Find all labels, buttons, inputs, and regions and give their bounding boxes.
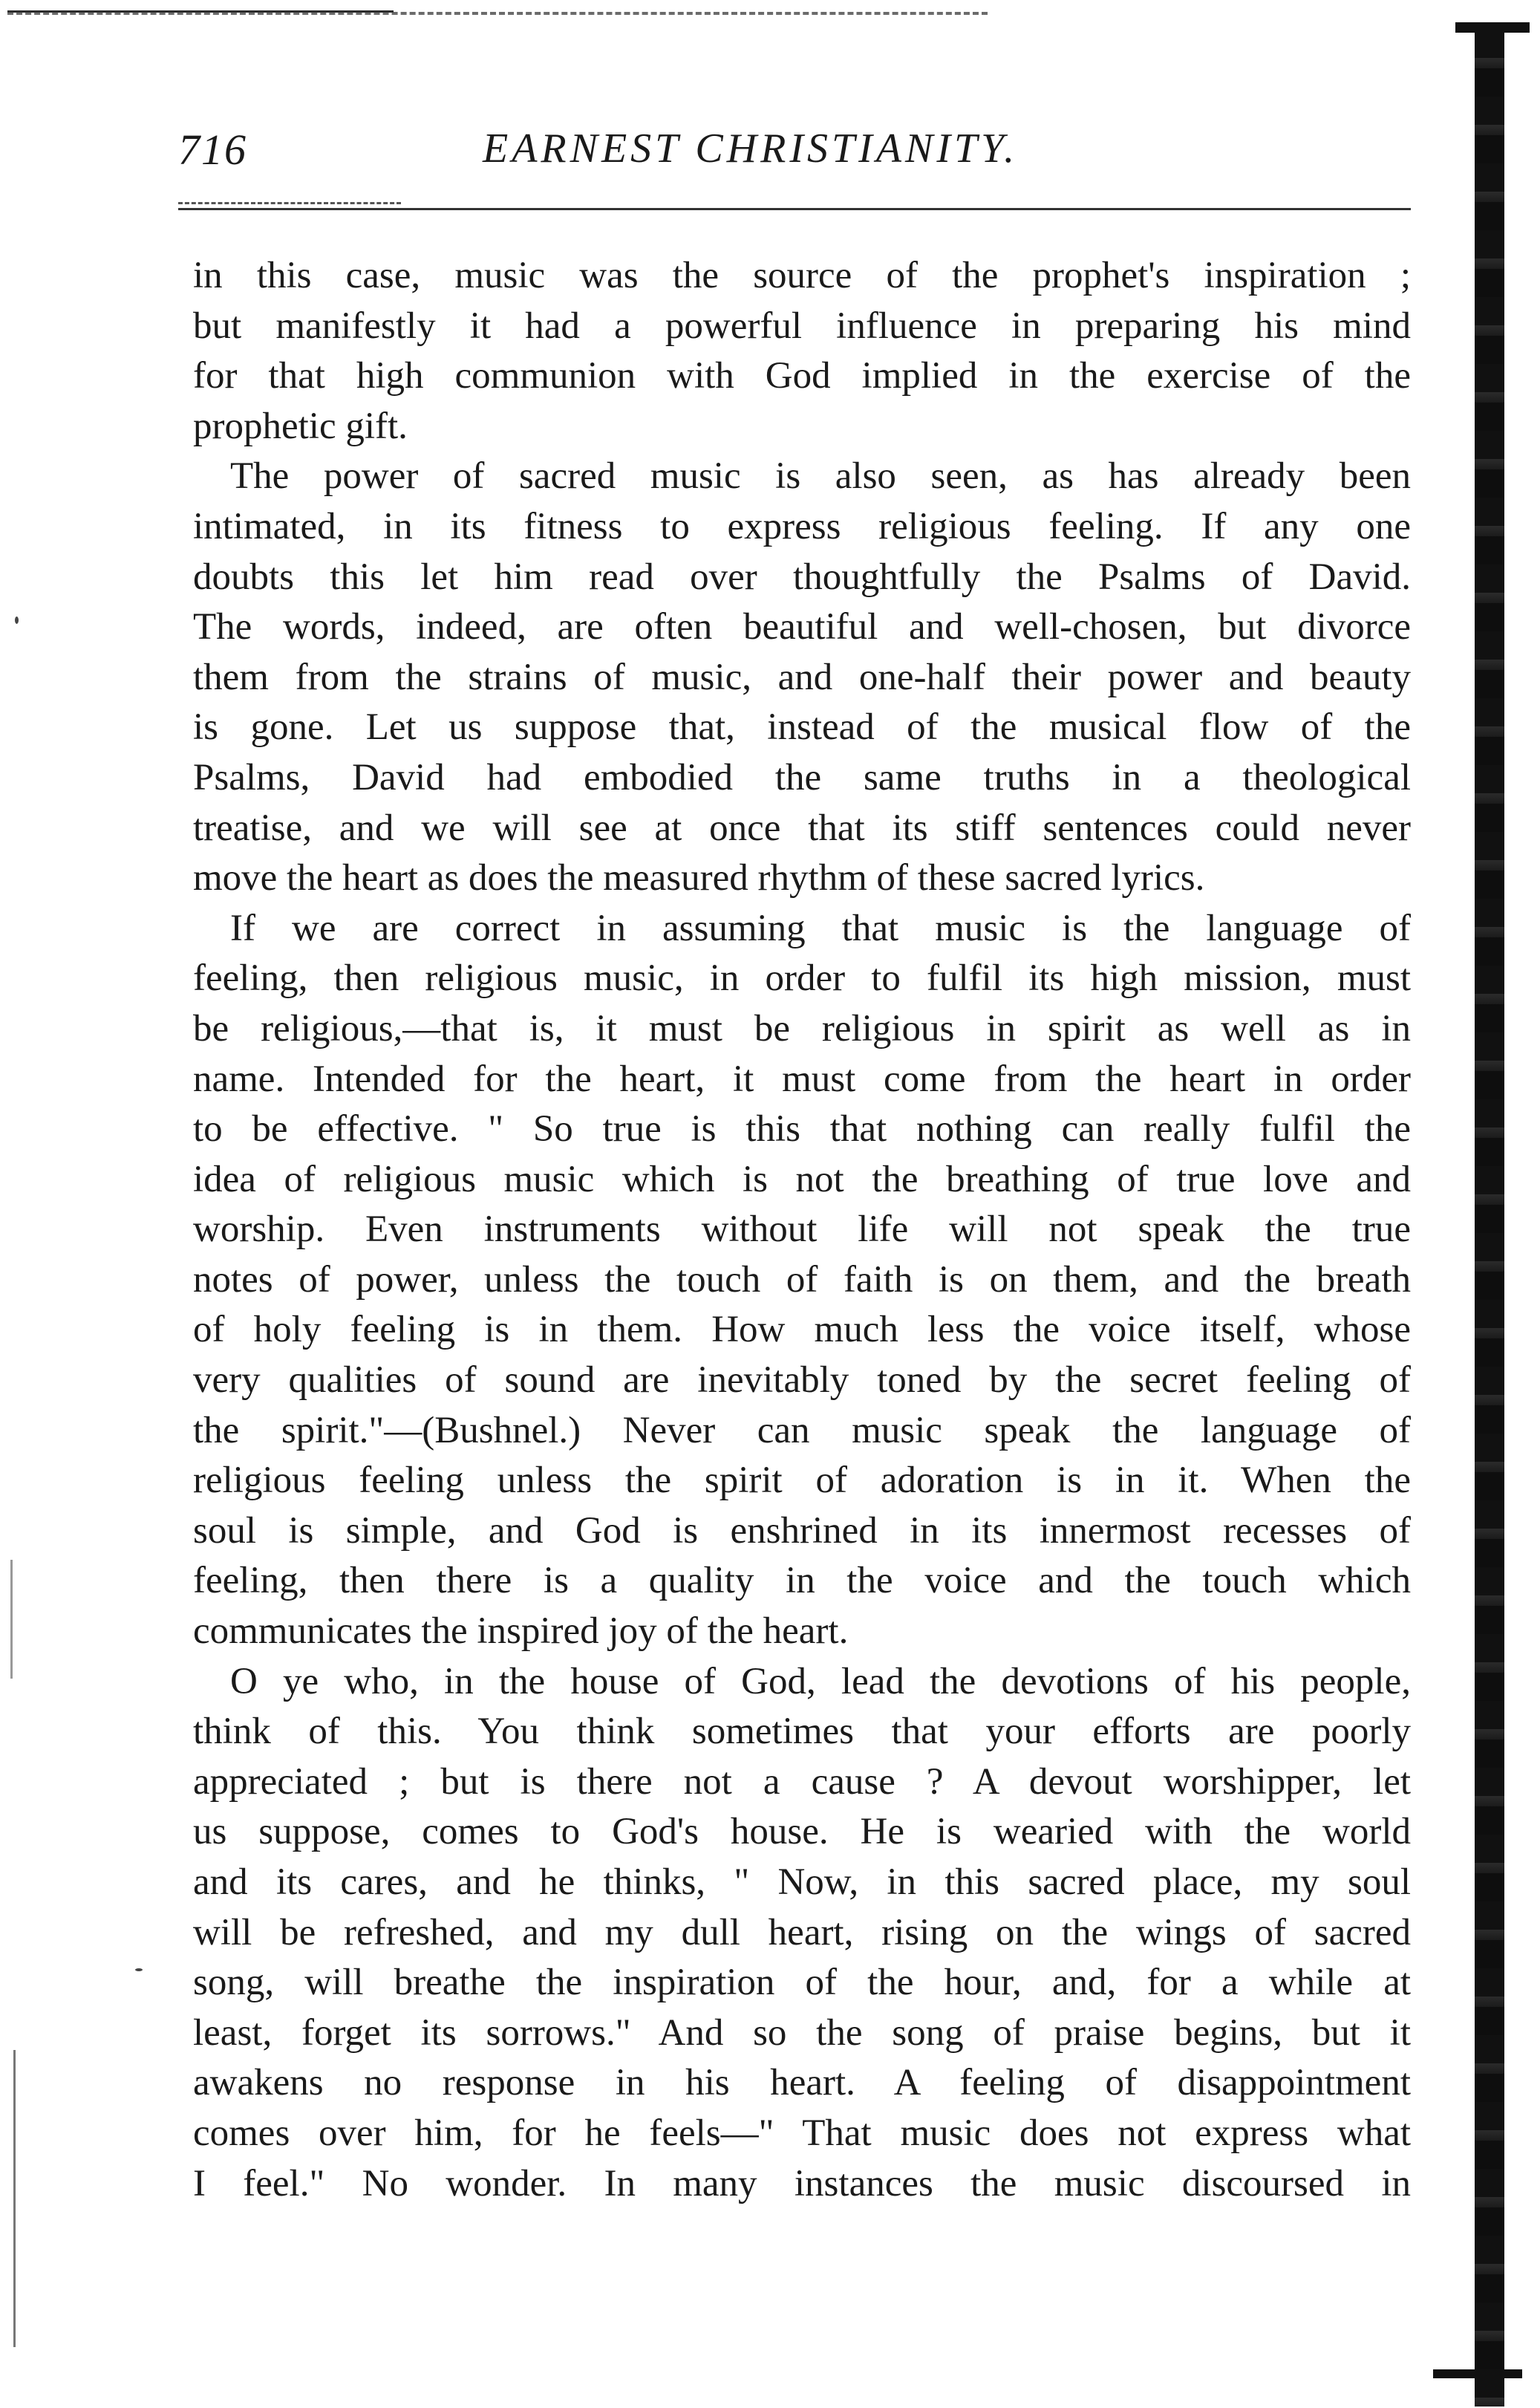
text-line: religious feeling unless the spirit of adoration is in it. When the [193,1460,1411,1502]
scan-edge-dashed-rule [7,12,988,15]
page-number: 716 [178,126,247,174]
text-line: The power of sacred music is also seen, as has already been [230,455,1411,498]
text-line: Psalms, David had embodied the same truths in a theological [193,756,1411,798]
running-head [178,125,1418,184]
text-line: think of this. You think sometimes that your efforts are poorly [193,1711,1411,1753]
text-line: the spirit."—(Bushnel.) Never can music speak the language of [193,1409,1411,1451]
text-line: The words, indeed, are often beautiful and well-chosen, but divorce [193,606,1411,648]
text-line: them from the strains of music, and one-half their power and beauty [193,656,1411,698]
text-line: doubts this let him read over thoughtfully the Psalms of David. [193,556,1411,598]
text-line: least, forget its sorrows." And so the song of praise begins, but it [193,2011,1411,2054]
text-line: to be effective. " So true is this that nothing can really fulfil the [193,1108,1411,1151]
text-line: be religious,—that is, it must be religious in spirit as well as in [193,1007,1411,1050]
body-text [193,251,1411,2209]
text-line: appreciated ; but is there not a cause ? A devout worshipper, let [193,1760,1411,1803]
text-line: feeling, then there is a quality in the voice and the touch which [193,1560,1411,1602]
text-line: name. Intended for the heart, it must come from the heart in order [193,1058,1411,1100]
text-line: O ye who, in the house of God, lead the devotions of his people, [230,1660,1411,1702]
text-line: of holy feeling is in them. How much less the voice itself, whose [193,1309,1411,1351]
text-line: feeling, then religious music, in order to fulfil its high mission, must [193,957,1411,1000]
text-line: I feel." No wonder. In many instances the music discoursed in [193,2162,1411,2204]
text-line: intimated, in its fitness to express religious feeling. If any one [193,505,1411,547]
page-binding-edge [1475,30,1504,2407]
text-line: soul is simple, and God is enshrined in its innermost recesses of [193,1509,1411,1552]
text-line: in this case, music was the source of the prophet's inspiration ; [193,255,1411,296]
text-line: worship. Even instruments without life will not speak the true [193,1208,1411,1251]
text-line: for that high communion with God implied in the exercise of the [193,355,1411,397]
text-line: is gone. Let us suppose that, instead of the musical flow of the [193,706,1411,749]
text-line: prophetic gift. [193,405,408,447]
header-rule-dashed [178,202,401,204]
text-line: us suppose, comes to God's house. He is wearied with the world [193,1811,1411,1853]
text-line: If we are correct in assuming that music is the language of [230,907,1411,949]
header-rule [178,208,1411,210]
text-line: move the heart as does the measured rhythm of these sacred lyrics. [193,857,1205,899]
text-line: song, will breathe the inspiration of the hour, and, for a while at [193,1962,1411,2004]
text-line: and its cares, and he thinks, " Now, in this sacred place, my soul [193,1861,1411,1903]
text-line: very qualities of sound are inevitably toned by the secret feeling of [193,1359,1411,1402]
text-line: treatise, and we will see at once that its stiff sentences could never [193,807,1411,849]
binding-foot [1433,2369,1522,2378]
text-line: notes of power, unless the touch of faith is on them, and the breath [193,1258,1411,1301]
text-line: idea of religious music which is not the breathing of true love and [193,1158,1411,1200]
text-line: will be refreshed, and my dull heart, rising on the wings of sacred [193,1911,1411,1953]
text-line: awakens no response in his heart. A feeling of disappointment [193,2062,1411,2104]
text-line: comes over him, for he feels—" That music does not express what [193,2112,1411,2154]
running-title: EARNEST CHRISTIANITY. [483,126,1019,172]
text-line: communicates the inspired joy of the heart. [193,1610,849,1653]
text-line: but manifestly it had a powerful influence in preparing his mind [193,305,1411,347]
